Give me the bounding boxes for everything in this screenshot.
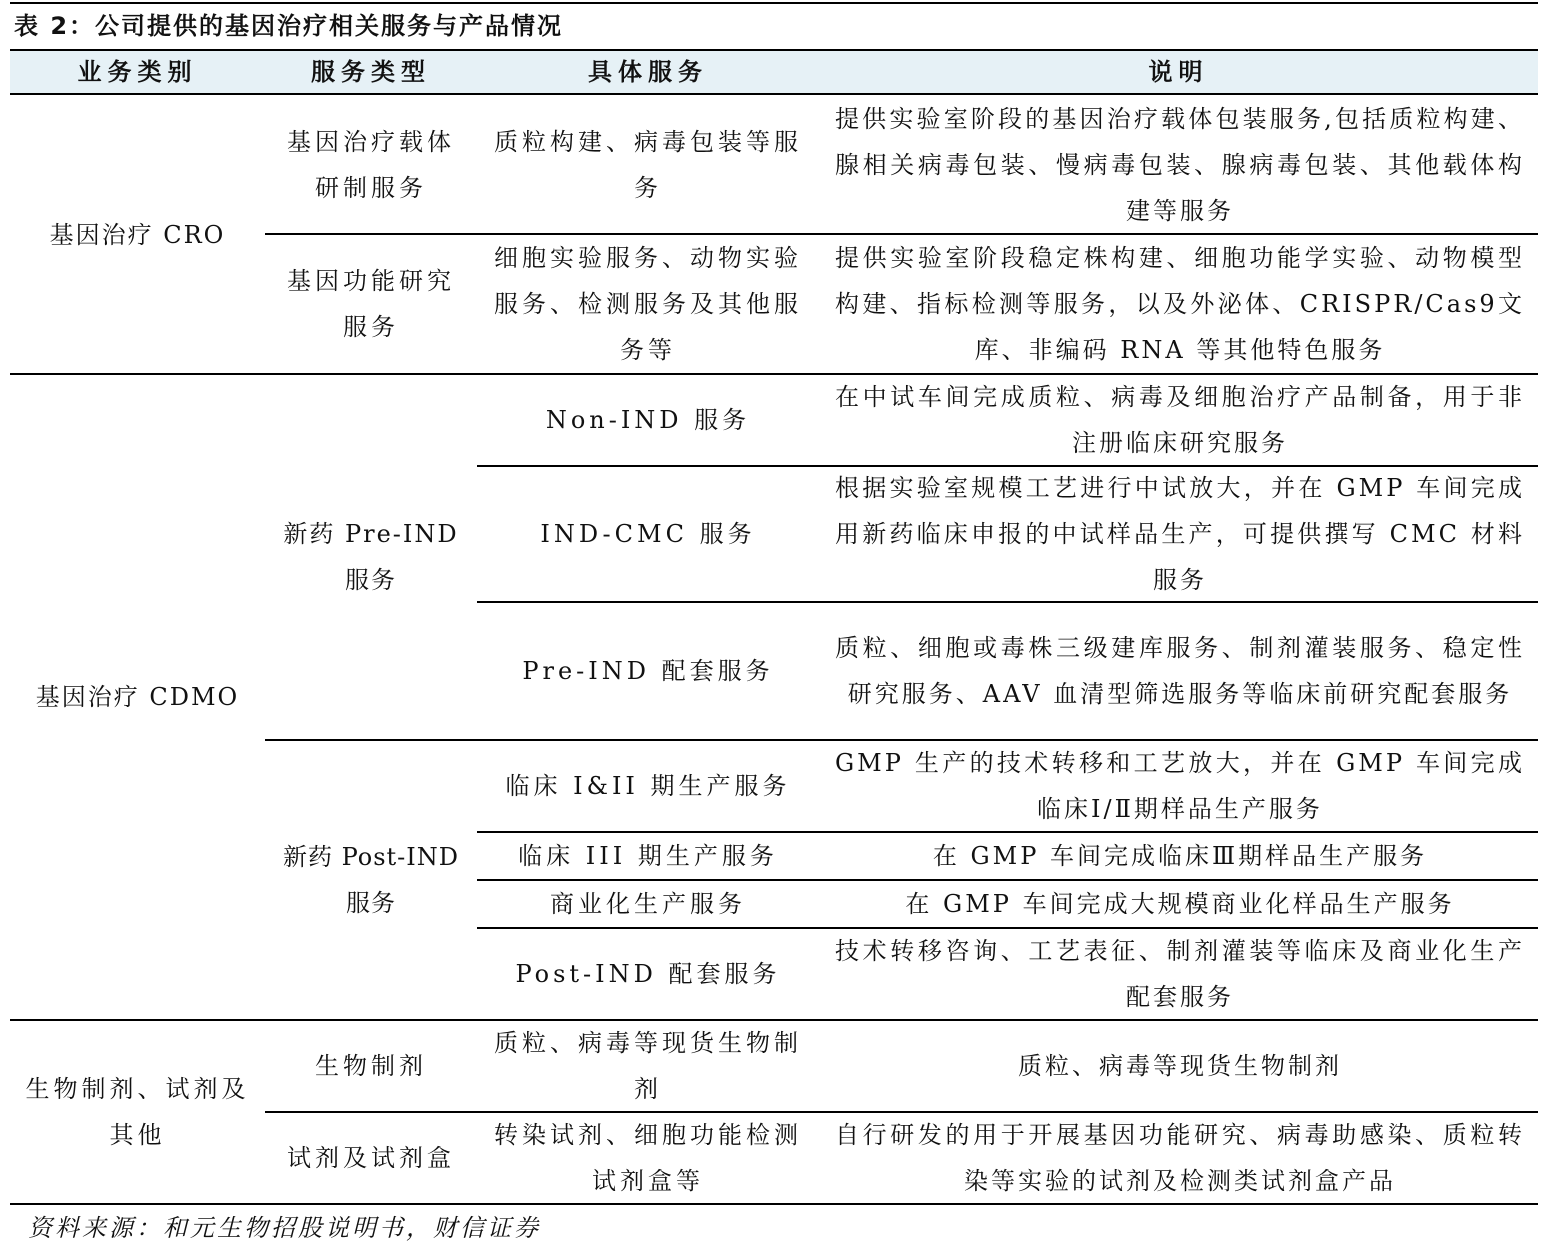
header-description: 说明 [1148, 58, 1209, 86]
description-cell: 根据实验室规模工艺进行中试放大，并在 GMP 车间完成用新药临床申报的中试样品生产，可提供撰写 CMC 材料服务 [835, 474, 1525, 594]
service-type-vector: 基因治疗载体研制服务 [287, 128, 455, 202]
service-type-postind: 新药 Post-IND 服务 [282, 843, 460, 917]
specific-service-cell: Pre-IND 配套服务 [522, 657, 774, 685]
table-bottom-rule [10, 1203, 1538, 1205]
row-divider [477, 879, 1538, 881]
table-caption: 表 2：公司提供的基因治疗相关服务与产品情况 [14, 12, 564, 40]
service-type-function: 基因功能研究服务 [287, 267, 455, 341]
row-divider [265, 233, 1538, 235]
category-biologics-reagents: 生物制剂、试剂及其他 [25, 1075, 250, 1149]
row-divider [265, 739, 1538, 741]
specific-service-cell: 临床 I&II 期生产服务 [505, 772, 791, 800]
specific-service-cell: 质粒构建、病毒包装等服务 [494, 128, 802, 202]
description-cell: 在 GMP 车间完成临床Ⅲ期样品生产服务 [932, 842, 1428, 870]
header-specific-service: 具体服务 [588, 58, 708, 86]
description-cell: GMP 生产的技术转移和工艺放大，并在 GMP 车间完成临床Ⅰ/Ⅱ期样品生产服务 [835, 749, 1525, 823]
description-cell: 技术转移咨询、工艺表征、制剂灌装等临床及商业化生产配套服务 [835, 937, 1525, 1011]
specific-service-cell: Non-IND 服务 [545, 406, 751, 434]
category-cro: 基因治疗 CRO [49, 221, 226, 249]
specific-service-cell: Post-IND 配套服务 [515, 960, 781, 988]
description-cell: 在 GMP 车间完成大规模商业化样品生产服务 [905, 890, 1455, 918]
description-cell: 质粒、细胞或毒株三级建库服务、制剂灌装服务、稳定性研究服务、AAV 血清型筛选服务等临床前研究配套服务 [835, 634, 1525, 708]
row-divider [477, 465, 1538, 467]
category-cdmo: 基因治疗 CDMO [35, 683, 240, 711]
service-type-reagents: 试剂及试剂盒 [287, 1144, 455, 1172]
row-divider [477, 601, 1538, 603]
description-cell: 自行研发的用于开展基因功能研究、病毒助感染、质粒转染等实验的试剂及检测类试剂盒产品 [835, 1121, 1525, 1195]
service-type-preind: 新药 Pre-IND 服务 [283, 520, 459, 594]
specific-service-cell: 细胞实验服务、动物实验服务、检测服务及其他服务等 [494, 244, 802, 364]
description-cell: 提供实验室阶段的基因治疗载体包装服务,包括质粒构建、腺相关病毒包装、慢病毒包装、腺病毒包装、其他载体构建等服务 [835, 105, 1525, 225]
group-divider [10, 373, 1538, 375]
row-divider [265, 1111, 1538, 1113]
table-top-rule [10, 2, 1538, 4]
header-service-type: 服务类型 [311, 58, 431, 86]
specific-service-cell: 质粒、病毒等现货生物制剂 [494, 1029, 802, 1103]
row-divider [477, 831, 1538, 833]
service-type-biologics: 生物制剂 [315, 1052, 427, 1080]
description-cell: 提供实验室阶段稳定株构建、细胞功能学实验、动物模型构建、指标检测等服务，以及外泌体、CRISPR/Cas9文库、非编码 RNA 等其他特色服务 [835, 244, 1525, 364]
specific-service-cell: IND-CMC 服务 [540, 520, 756, 548]
specific-service-cell: 转染试剂、细胞功能检测试剂盒等 [494, 1121, 802, 1195]
group-divider [10, 1019, 1538, 1021]
header-category: 业务类别 [77, 58, 198, 86]
description-cell: 在中试车间完成质粒、病毒及细胞治疗产品制备，用于非注册临床研究服务 [835, 383, 1525, 457]
row-divider [477, 927, 1538, 929]
source-note: 资料来源：和元生物招股说明书，财信证券 [28, 1214, 541, 1242]
specific-service-cell: 临床 III 期生产服务 [518, 842, 778, 870]
description-cell: 质粒、病毒等现货生物制剂 [1018, 1052, 1342, 1080]
specific-service-cell: 商业化生产服务 [550, 890, 746, 918]
